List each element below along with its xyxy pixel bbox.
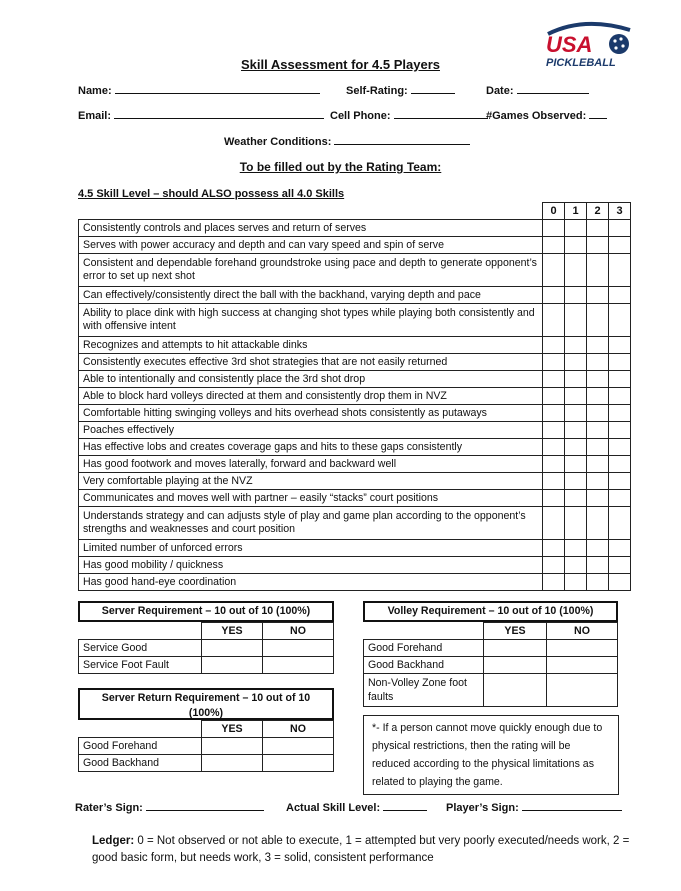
skill-row: Serves with power accuracy and depth and can vary speed and spin of serve (79, 237, 631, 254)
skill-row: Able to intentionally and consistently place the 3rd shot drop (79, 371, 631, 388)
table-row: Good Backhand (79, 755, 334, 772)
yes-header: YES (484, 623, 547, 640)
games-observed-field[interactable] (486, 108, 607, 122)
rater-sign-field[interactable] (75, 800, 264, 814)
table-row: Service Foot Fault (79, 657, 334, 674)
player-sign-label: Player’s Sign: (446, 802, 519, 814)
skill-row: Ability to place dink with high success at changing shot types while playing both consistently and with offensive intent (79, 304, 631, 337)
page-title: Skill Assessment for 4.5 Players (241, 57, 440, 72)
name-label: Name: (78, 85, 112, 97)
ledger (92, 833, 652, 867)
actual-skill-level-field[interactable] (286, 800, 427, 814)
cell-phone-label: Cell Phone: (330, 110, 391, 122)
logo-usa: USA (546, 32, 593, 57)
table-row: Service Good (79, 640, 334, 657)
date-label: Date: (486, 85, 514, 97)
skill-row: Comfortable hitting swinging volleys and hits overhead shots consistently as putaways (79, 405, 631, 422)
email-label: Email: (78, 110, 112, 122)
self-rating-label: Self-Rating: (346, 85, 408, 97)
player-sign-field[interactable] (446, 800, 622, 814)
skill-row: Poaches effectively (79, 422, 631, 439)
skill-row: Very comfortable playing at the NVZ (79, 473, 631, 490)
skill-row: Can effectively/consistently direct the ball with the backhand, varying depth and pace (79, 287, 631, 304)
self-rating-field[interactable] (346, 83, 455, 97)
no-header: NO (263, 721, 334, 738)
volley-requirement-title: Volley Requirement – 10 out of 10 (100%) (363, 601, 618, 622)
skill-row: Consistently executes effective 3rd shot strategies that are not easily returned (79, 354, 631, 371)
skill-row: Communicates and moves well with partner – easily “stacks” court positions (79, 490, 631, 507)
yes-header: YES (202, 623, 263, 640)
volley-requirement (363, 601, 618, 707)
rating-team-heading: To be filled out by the Rating Team: (239, 160, 442, 174)
skill-row: Has effective lobs and creates coverage gaps and hits to these gaps consistently (79, 439, 631, 456)
weather-label: Weather Conditions: (224, 136, 332, 148)
email-field[interactable] (78, 108, 324, 122)
table-row: Good Forehand (364, 640, 618, 657)
ledger-text: 0 = Not observed or not able to execute, 1 = attempted but very poorly executed/needs work, 2 = good basic form, but needs work, 3 = solid, consistent performance (92, 835, 630, 864)
logo-pickleball: PICKLEBALL (546, 57, 616, 68)
games-observed-label: #Games Observed: (486, 110, 587, 122)
name-field[interactable] (78, 83, 320, 97)
skill-row: Consistently controls and places serves and return of serves (79, 220, 631, 237)
skill-level-heading: 4.5 Skill Level – should ALSO possess all 4.0 Skills (78, 188, 345, 200)
score-header-0: 0 (543, 203, 565, 220)
skill-row: Able to block hard volleys directed at them and consistently drop them in NVZ (79, 388, 631, 405)
rater-sign-label: Rater’s Sign: (75, 802, 143, 814)
score-header-3: 3 (609, 203, 631, 220)
server-return-requirement-title: Server Return Requirement – 10 out of 10 (100%) (78, 688, 334, 720)
skill-row: Has good mobility / quickness (79, 557, 631, 574)
yes-header: YES (202, 721, 263, 738)
table-row: Good Forehand (79, 738, 334, 755)
table-row: Non-Volley Zone foot faults (364, 674, 618, 707)
server-requirement (78, 601, 334, 674)
skill-row: Understands strategy and can adjusts style of play and game plan according to the opponent’s strengths and weaknesses and court position (79, 507, 631, 540)
actual-skill-level-label: Actual Skill Level: (286, 802, 381, 814)
cell-phone-field[interactable] (330, 108, 488, 122)
physical-restriction-note: *- If a person cannot move quickly enough due to physical restrictions, then the rating will be reduced according to the physical limitations as related to playing the game. (363, 715, 619, 795)
score-header-2: 2 (587, 203, 609, 220)
ledger-label: Ledger: (92, 835, 135, 847)
no-header: NO (263, 623, 334, 640)
server-return-requirement (78, 688, 334, 772)
skill-row: Recognizes and attempts to hit attackable dinks (79, 337, 631, 354)
score-header-1: 1 (565, 203, 587, 220)
table-row: Good Backhand (364, 657, 618, 674)
skill-row: Has good footwork and moves laterally, forward and backward well (79, 456, 631, 473)
server-requirement-title: Server Requirement – 10 out of 10 (100%) (78, 601, 334, 622)
weather-field[interactable] (224, 134, 470, 148)
no-header: NO (547, 623, 618, 640)
skill-row: Consistent and dependable forehand groundstroke using pace and depth to generate opponent’s error to set up next shot (79, 254, 631, 287)
skill-row: Limited number of unforced errors (79, 540, 631, 557)
date-field[interactable] (486, 83, 589, 97)
skills-table (78, 202, 631, 591)
skill-row: Has good hand-eye coordination (79, 574, 631, 591)
